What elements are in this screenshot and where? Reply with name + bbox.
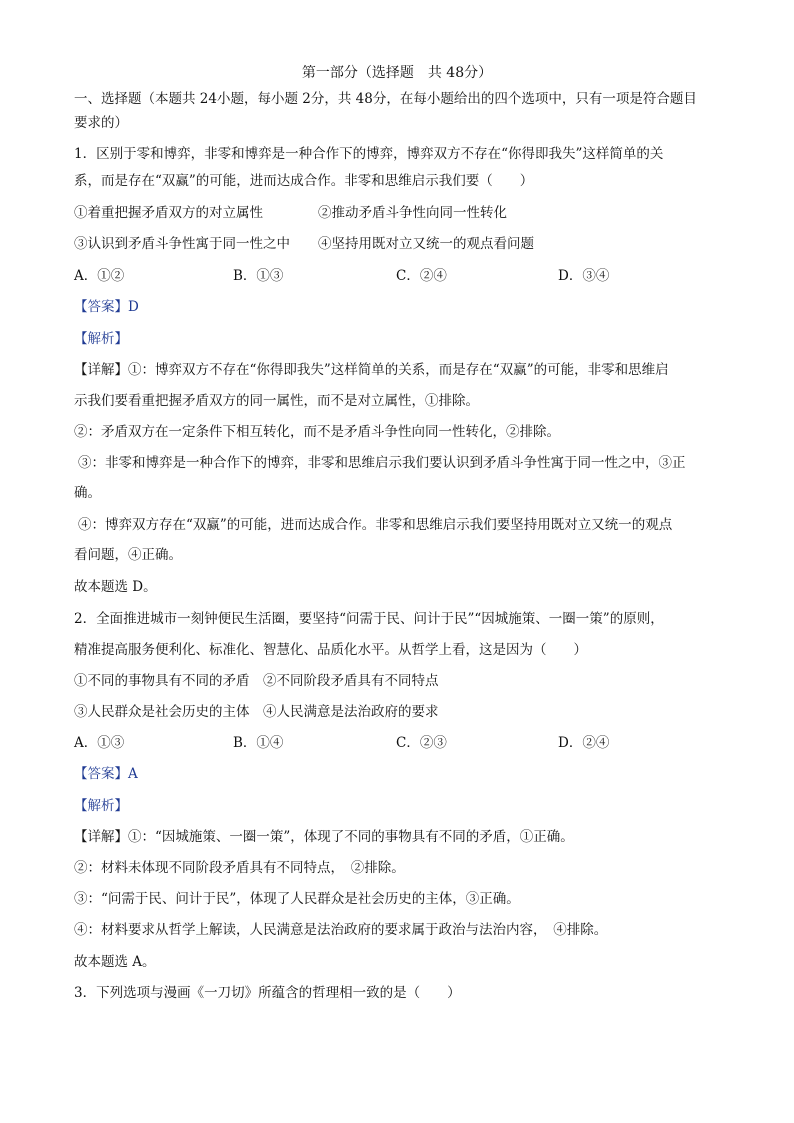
q1-detail-line: ④：博弈双方存在“双赢”的可能，进而达成合作。非零和思维启示我们要坚持用既对立又统一的观点: [78, 517, 673, 533]
q1-option-a: A．①②: [74, 268, 125, 284]
q1-answer: 【答案】D: [74, 299, 139, 315]
q1-detail-line: 【详解】①：博弈双方不存在“你得即我失”这样简单的关系，而是存在“双赢”的可能，非零和思维启: [74, 362, 669, 378]
q1-item: ④坚持用既对立又统一的观点看问题: [318, 236, 534, 252]
q2-detail-line: ④：材料要求从哲学上解读，人民满意是法治政府的要求属于政治与法治内容， ④排除。: [74, 922, 608, 938]
q1-option-d: D．③④: [558, 268, 610, 284]
q2-item: ③人民群众是社会历史的主体 ④人民满意是法治政府的要求: [74, 704, 439, 720]
q1-detail-line: ②：矛盾双方在一定条件下相互转化，而不是矛盾斗争性向同一性转化，②排除。: [74, 424, 560, 440]
q2-option-d: D．②④: [558, 735, 610, 751]
intro-line: 一、选择题（本题共 24小题，每小题 2分，共 48分，在每小题给出的四个选项中，只有一项是符合题目: [74, 91, 697, 107]
q1-stem-line: 系，而是存在“双赢”的可能，进而达成合作。非零和思维启示我们要（ ）: [74, 173, 534, 189]
q1-item: ②推动矛盾斗争性向同一性转化: [318, 205, 507, 221]
q1-detail-line: ③：非零和博弈是一种合作下的博弈，非零和思维启示我们要认识到矛盾斗争性寓于同一性之中，③正: [78, 455, 686, 471]
q2-option-c: C．②③: [396, 735, 447, 751]
q2-detail-line: ②：材料未体现不同阶段矛盾具有不同特点， ②排除。: [74, 860, 405, 876]
q1-stem-line: 1．区别于零和博弈，非零和博弈是一种合作下的博弈，博弈双方不存在“你得即我失”这样简单的关: [74, 146, 664, 162]
q2-detail-line: 【详解】①：“因城施策、一圈一策”，体现了不同的事物具有不同的矛盾，①正确。: [74, 829, 574, 845]
q1-detail-line: 看问题，④正确。: [74, 547, 182, 563]
section-title: 第一部分（选择题 共 48分）: [301, 65, 493, 81]
q2-option-a: A．①③: [74, 735, 125, 751]
q1-detail-line: 确。: [74, 485, 101, 501]
q1-item: ①着重把握矛盾双方的对立属性: [74, 205, 263, 221]
q2-detail-line: ③：“问需于民、问计于民”，体现了人民群众是社会历史的主体，③正确。: [74, 891, 520, 907]
q2-answer: 【答案】A: [74, 766, 138, 782]
q1-option-c: C．②④: [396, 268, 447, 284]
q3-stem-line: 3．下列选项与漫画《一刀切》所蕴含的哲理相一致的是（ ）: [74, 985, 461, 1001]
q1-option-b: B．①③: [233, 268, 284, 284]
intro-line: 要求的）: [74, 115, 128, 131]
q2-stem-line: 2．全面推进城市一刻钟便民生活圈，要坚持“问需于民、问计于民”“因城施策、一圈一策”的原则，: [74, 611, 664, 627]
q2-conclusion: 故本题选 A。: [74, 954, 156, 970]
q2-item: ①不同的事物具有不同的矛盾 ②不同阶段矛盾具有不同特点: [74, 673, 439, 689]
q2-stem-line: 精准提高服务便利化、标准化、智慧化、品质化水平。从哲学上看，这是因为（ ）: [74, 642, 587, 658]
q2-option-b: B．①④: [233, 735, 284, 751]
q1-analysis-label: 【解析】: [74, 331, 128, 347]
q1-item: ③认识到矛盾斗争性寓于同一性之中: [74, 236, 290, 252]
q1-conclusion: 故本题选 D。: [74, 579, 157, 595]
q2-analysis-label: 【解析】: [74, 798, 128, 814]
q1-detail-line: 示我们要看重把握矛盾双方的同一属性，而不是对立属性，①排除。: [74, 393, 479, 409]
